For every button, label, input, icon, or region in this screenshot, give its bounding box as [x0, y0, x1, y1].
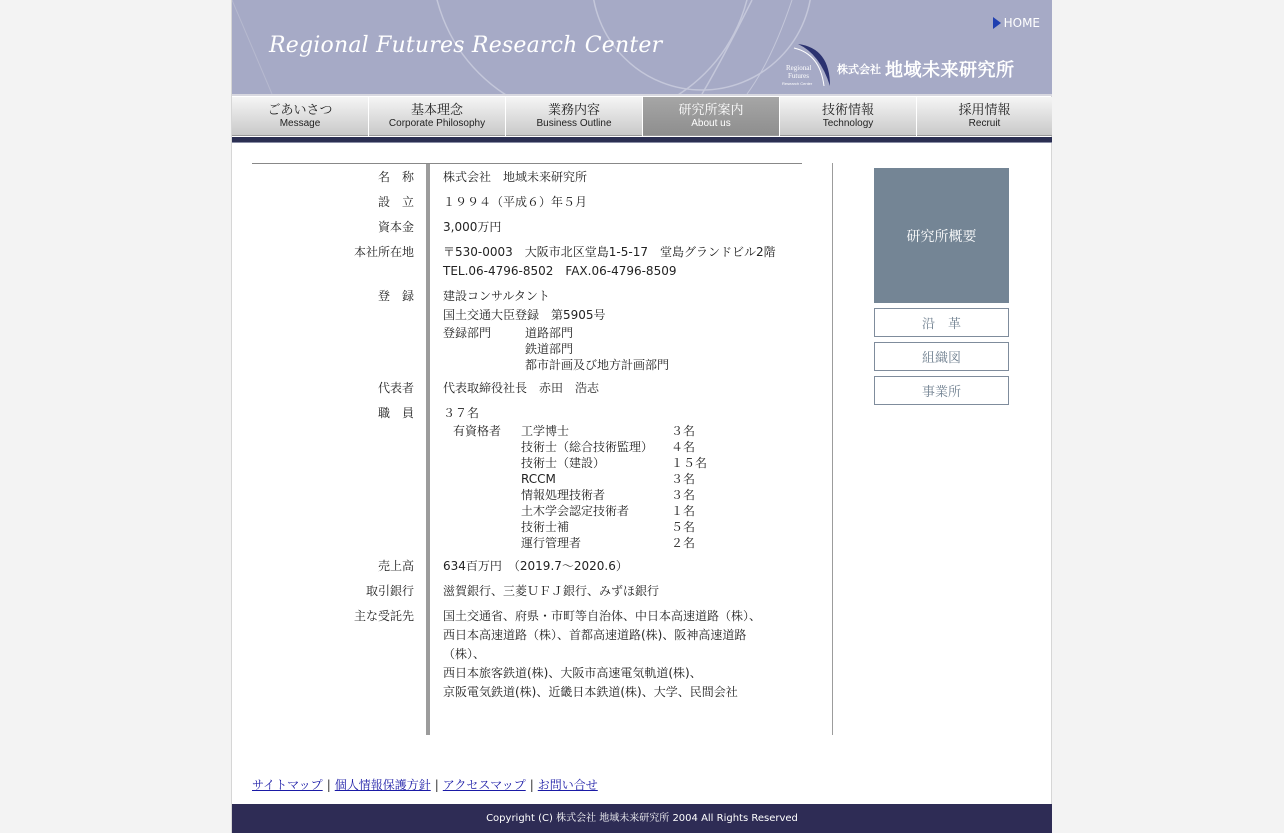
- profile-row-banks: [252, 582, 812, 601]
- qualification-item: [443, 439, 803, 455]
- logo-mark-text-3: Research Center: [782, 81, 813, 86]
- qualification-count: ５名: [671, 520, 696, 534]
- row-value: [443, 404, 803, 551]
- row-label: 売上高: [377, 559, 414, 573]
- footer-separator: |: [434, 778, 439, 792]
- qualification-name: 技術士（建設）: [521, 456, 606, 470]
- qualification-list: [443, 423, 803, 551]
- client-line: （株）、: [443, 647, 486, 661]
- dept-label: 登録部門: [443, 326, 492, 340]
- row-value: 634百万円 （2019.7～2020.6）: [443, 559, 628, 573]
- nav-label-en: Corporate Philosophy: [388, 118, 486, 129]
- nav-label-jp: ごあいさつ: [267, 103, 333, 118]
- header-divider: [232, 94, 1052, 96]
- footer-link-contact[interactable]: お問い合せ: [537, 778, 598, 792]
- row-label: 代表者: [377, 381, 414, 395]
- row-value: １９９４（平成６）年５月: [443, 195, 588, 209]
- qualification-item: [443, 519, 803, 535]
- address-line: 〒530-0003 大阪市北区堂島1-5-17 堂島グランドビル2階: [443, 245, 776, 259]
- qualification-name: 土木学会認定技術者: [521, 504, 630, 518]
- qualification-name: 工学博士: [521, 424, 570, 438]
- footer-separator: |: [529, 778, 534, 792]
- qualification-count: ３名: [671, 424, 696, 438]
- logo-swoosh-icon: [780, 40, 834, 88]
- nav-underline-thin: [232, 142, 1052, 143]
- qualification-count: ３名: [671, 472, 696, 486]
- qualification-count: ２名: [671, 536, 696, 550]
- row-value: [443, 287, 803, 373]
- side-menu: [874, 168, 1009, 405]
- site-title: Regional Futures Research Center: [269, 33, 663, 58]
- nav-item-technology[interactable]: [780, 97, 916, 136]
- qualification-name: 技術士（総合技術監理）: [521, 440, 654, 454]
- side-menu-overview[interactable]: 研究所概要: [874, 168, 1009, 303]
- qualification-name: 運行管理者: [521, 536, 582, 550]
- registration-dept: [443, 357, 803, 373]
- footer-separator: |: [326, 778, 331, 792]
- row-label: 主な受託先: [353, 609, 414, 623]
- nav-label-jp: 研究所案内: [678, 103, 744, 118]
- nav-item-philosophy[interactable]: [369, 97, 505, 136]
- row-value: 株式会社 地域未来研究所: [443, 170, 588, 184]
- profile-row-sales: [252, 557, 812, 576]
- dept-item: 鉄道部門: [525, 342, 574, 356]
- nav-item-about[interactable]: [643, 97, 779, 136]
- nav-item-message[interactable]: [232, 97, 368, 136]
- row-label: 資本金: [377, 220, 414, 234]
- profile-row-staff: [252, 404, 812, 551]
- client-line: 西日本高速道路（株）、首都高速道路(株)、阪神高速道路: [443, 628, 747, 642]
- staff-total: ３７名: [443, 406, 480, 420]
- nav-label-jp: 基本理念: [410, 103, 463, 118]
- qualification-count: ３名: [671, 488, 696, 502]
- client-line: 西日本旅客鉄道(株)、大阪市高速電気軌道(株)、: [443, 666, 702, 680]
- nav-label-jp: 技術情報: [821, 103, 874, 118]
- profile-row-address: [252, 243, 812, 281]
- phone-fax-line: TEL.06-4796-8502 FAX.06-4796-8509: [443, 264, 677, 278]
- nav-label-jp: 採用情報: [958, 103, 1011, 118]
- qualification-item: [443, 423, 803, 439]
- dept-item: 都市計画及び地方計画部門: [525, 358, 670, 372]
- logo-kabu: 株式会社: [837, 63, 881, 76]
- registration-line: 建設コンサルタント: [443, 289, 550, 303]
- qualification-item: [443, 471, 803, 487]
- profile-row-name: [252, 168, 812, 187]
- qualification-count: １５名: [671, 456, 708, 470]
- side-menu-offices[interactable]: 事業所: [874, 376, 1009, 405]
- nav-label-en: Business Outline: [536, 118, 612, 129]
- profile-row-capital: [252, 218, 812, 237]
- footer-links: [252, 776, 598, 793]
- main-nav: [232, 97, 1052, 137]
- footer-link-privacy[interactable]: 個人情報保護方針: [334, 778, 431, 792]
- row-label: 職 員: [377, 406, 414, 420]
- row-label: 取引銀行: [365, 584, 414, 598]
- registration-dept: [443, 341, 803, 357]
- row-label: 設 立: [377, 195, 414, 209]
- nav-label-jp: 業務内容: [547, 103, 600, 118]
- side-menu-history[interactable]: 沿 革: [874, 308, 1009, 337]
- profile-row-representative: [252, 379, 812, 398]
- nav-label-en: Technology: [822, 118, 874, 129]
- client-line: 京阪電気鉄道(株)、近畿日本鉄道(株)、大学、民間会社: [443, 685, 738, 699]
- qualification-item: [443, 455, 803, 471]
- nav-label-en: Recruit: [968, 118, 1001, 129]
- page-container: [231, 0, 1052, 833]
- registration-dept: [443, 325, 803, 341]
- table-top-rule: [252, 163, 802, 164]
- row-label: 本社所在地: [353, 245, 414, 259]
- logo-mark-text-2: Futures: [788, 72, 809, 80]
- footer-link-sitemap[interactable]: サイトマップ: [252, 778, 323, 792]
- profile-row-clients: [252, 607, 812, 702]
- nav-label-en: Message: [279, 118, 321, 129]
- row-value: [443, 243, 803, 281]
- qualification-label: 有資格者: [453, 424, 502, 438]
- qualification-name: 情報処理技術者: [521, 488, 606, 502]
- qualification-item: [443, 503, 803, 519]
- nav-label-en: About us: [691, 118, 731, 129]
- home-label: HOME: [1003, 16, 1040, 30]
- side-menu-organization[interactable]: 組織図: [874, 342, 1009, 371]
- registration-line: 国土交通大臣登録 第5905号: [443, 308, 606, 322]
- qualification-item: [443, 535, 803, 551]
- client-line: 国土交通省、府県・市町等自治体、中日本高速道路（株）、: [443, 609, 762, 623]
- site-header: [232, 0, 1052, 94]
- qualification-count: ４名: [671, 440, 696, 454]
- row-value: 代表取締役社長 赤田 浩志: [443, 381, 600, 395]
- nav-item-business[interactable]: [506, 97, 642, 136]
- qualification-name: 技術士補: [521, 520, 570, 534]
- content-right-divider: [832, 163, 833, 735]
- company-logo[interactable]: [780, 40, 1040, 88]
- row-label: 登 録: [377, 289, 414, 303]
- profile-row-registration: [252, 287, 812, 373]
- logo-company-name: 地域未来研究所: [885, 60, 1015, 81]
- qualification-count: １名: [671, 504, 696, 518]
- row-value: [443, 607, 803, 702]
- logo-mark-text-1: Regional: [786, 64, 812, 72]
- nav-item-recruit[interactable]: [917, 97, 1052, 136]
- profile-row-established: [252, 193, 812, 212]
- qualification-item: [443, 487, 803, 503]
- row-value: 3,000万円: [443, 220, 502, 234]
- home-link[interactable]: [993, 16, 1040, 30]
- row-label: 名 称: [377, 170, 414, 184]
- arrow-right-icon: [993, 17, 1001, 29]
- dept-item: 道路部門: [525, 326, 574, 340]
- row-value: 滋賀銀行、三菱ＵＦＪ銀行、みずほ銀行: [443, 584, 660, 598]
- footer-link-access[interactable]: アクセスマップ: [442, 778, 526, 792]
- qualification-name: RCCM: [521, 472, 556, 486]
- copyright-bar: Copyright (C) 株式会社 地域未来研究所 2004 All Rights Reserved: [232, 804, 1052, 833]
